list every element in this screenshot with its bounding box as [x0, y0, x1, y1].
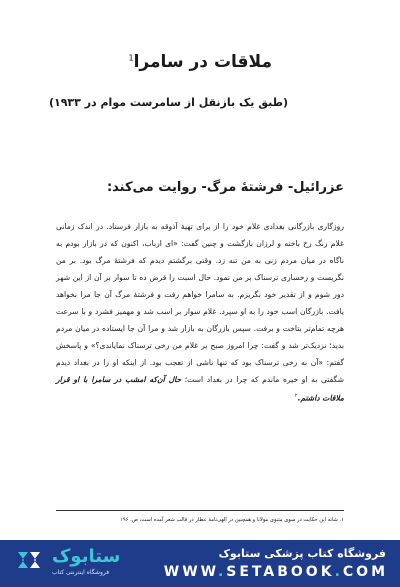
logo-caption: فروشگاه اینترنتی کتاب: [52, 569, 110, 576]
url-dot-icon: .: [334, 564, 343, 580]
url-tld: COM: [342, 564, 388, 580]
footnote: ۱. شانه این حکایت در سوی مثنوی مولانا و همچنین در الهی‌نامهٔ عطار در قالب شعر آمده است، ص. ۱۹۶: [120, 517, 344, 523]
url-dot-icon: .: [217, 564, 227, 580]
url-prefix: WWW: [163, 564, 218, 580]
store-name: فروشگاه کتاب پزشکی ستابوک: [218, 547, 386, 560]
story-paragraph: [56, 218, 344, 407]
section-heading: عزرائیل- فرشتهٔ مرگ- روایت می‌کند:: [106, 180, 344, 195]
logo-text: ستابوک: [52, 546, 121, 567]
page-subtitle: (طبق یک بازنقل از سامرست موام در ۱۹۳۳): [48, 96, 288, 109]
footnote-divider: [56, 510, 344, 511]
store-logo[interactable]: [14, 546, 134, 582]
story-emphasis: حال آن‌که امشب در سامرا با او قرار ملاقات داشتم.: [56, 375, 344, 403]
url-name: SETABOOK: [226, 564, 335, 580]
store-footer-banner[interactable]: [0, 540, 400, 587]
story-footnote-marker: ۲: [294, 393, 298, 399]
title-text: ملاقات در سامرا: [133, 52, 272, 72]
logo-mark-icon: [14, 548, 48, 572]
page-title: [128, 52, 272, 72]
store-url-link[interactable]: [164, 564, 388, 580]
title-footnote-marker: 1: [128, 53, 134, 63]
story-text: روزگاری بازرگانی بغدادی غلام خود را از برای تهیهٔ آذوقه به بازار فرستاد. در اندک زمانی غلام رنگ رخ باخته و لرزان بازگشت و چنین گفت: «ای ارباب، اکنون که در بازار بودم به ناگاه در میان مردم زنی به من تنه زد. وقتی برگشتم دیدم که فرشتهٔ مرگ بود. بر من نگریست و رخساری ترسناک بر من نمود. حال اسبت را قرض ده تا سوار بر آن از این شهر دور شوم و از تقدیر خود بگریزم. به سامرا خواهم رفت و فرشتهٔ مرگ آن جا مرا نخواهد یافت. بازرگان اسب خود را به او سپرد. غلام سوار بر اسب شد و مهمیز فشرد و با سرعت هرچه تمام‌تر بتاخت و برفت. سپس بازرگان به بازار شد و مرا آن جا ایستاده در میان مردم بدید؛ نزدیک‌تر شد و گفت: چرا امروز صبح بر غلام من رخی ترسناک نمایاندی؟» و پاسخش گفتم: «آن نه رخی ترسناک بود که تنها ناشی از تعجب بود. از اینکه او را در بغداد دیدم شگفتی به او خیره ماندم که چرا در بغداد است؛: [56, 222, 344, 384]
